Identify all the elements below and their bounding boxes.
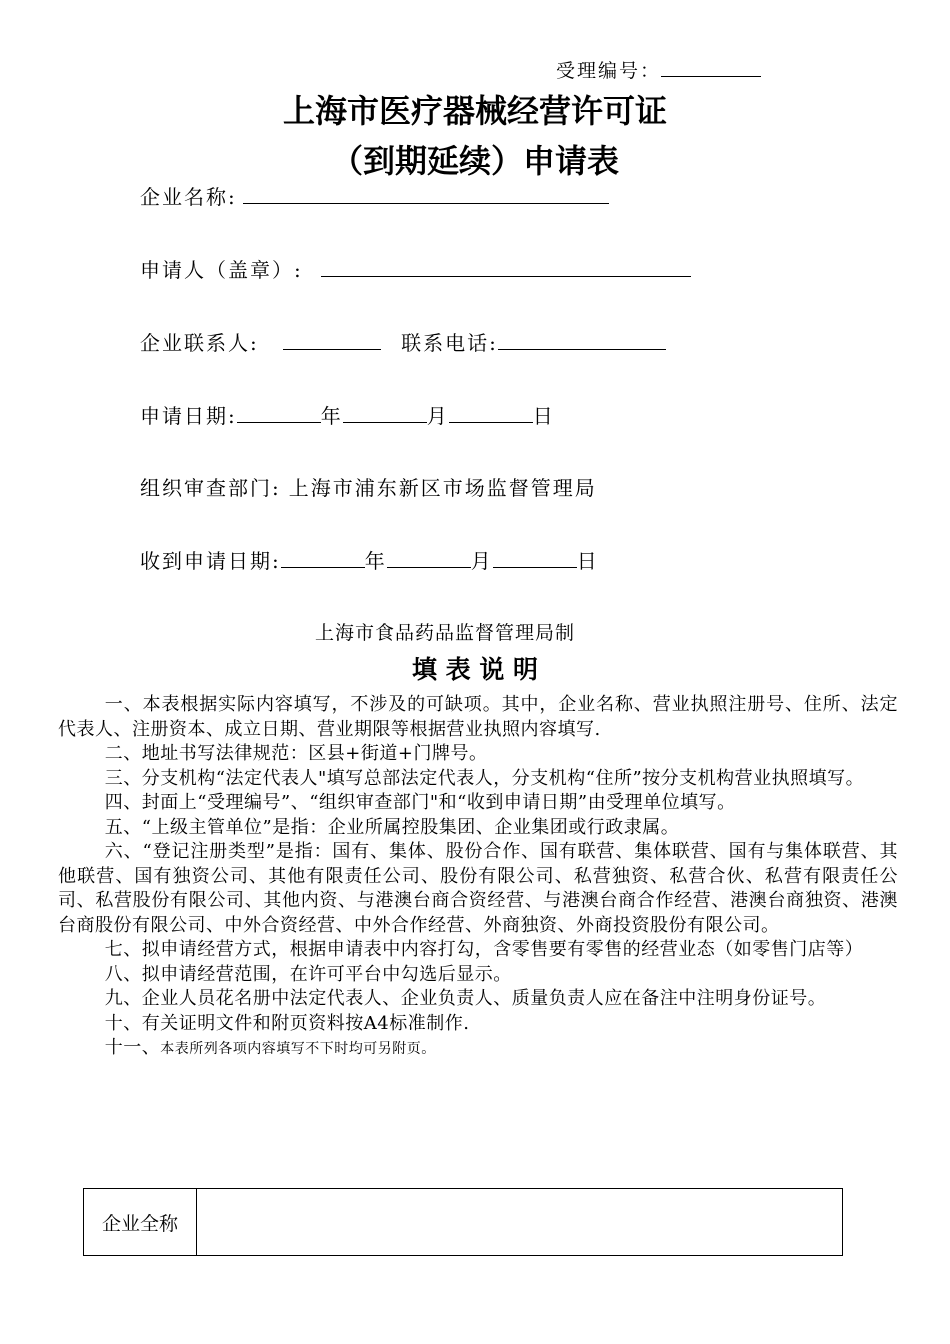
received-month-blank[interactable] <box>387 566 471 568</box>
table-row <box>84 1189 843 1256</box>
year-label: 年 <box>364 549 387 573</box>
instruction-item: 八、拟申请经营范围，在许可平台中勾选后显示。 <box>104 963 512 985</box>
apply-year-blank[interactable] <box>237 421 321 423</box>
review-dept-label: 组织审查部门: <box>140 476 281 500</box>
enterprise-full-name-label: 企业全称 <box>84 1189 197 1256</box>
contact-field <box>140 327 666 356</box>
month-label: 月 <box>470 549 493 573</box>
instruction-item: 七、拟申请经营方式，根据申请表中内容打勾，含零售要有零售的经营业态（如零售门店等） <box>104 939 864 960</box>
instruction-item: 一、本表根据实际内容填写，不涉及的可缺项。其中，企业名称、营业执照注册号、住所、法定代表人、注册资本、成立日期、营业期限等根据营业执照内容填写. <box>58 694 898 740</box>
day-label: 日 <box>576 549 599 573</box>
instruction-item: 二、地址书写法律规范：区县+街道+门牌号。 <box>104 743 488 764</box>
instruction-11-prefix: 十一、 <box>104 1037 161 1058</box>
applicant-label: 申请人（盖章）: <box>140 258 303 282</box>
instruction-item: 六、“登记注册类型”是指：国有、集体、股份合作、国有联营、集体联营、国有与集体联营、其他联营、国有独资公司、其他有限责任公司、股份有限公司、私营独资、私营合伙、私营有限责任公司、私营股份有限公司、其他内资、与港澳台商合资经营、与港澳台商合作经营、港澳台商独资、港澳台商股份有限公司、中外合资经营、中外合作经营、外商独资、外商投资股份有限公司。 <box>58 841 898 936</box>
review-dept-value: 上海市浦东新区市场监督管理局 <box>288 476 597 500</box>
contact-person-blank[interactable] <box>283 348 381 350</box>
apply-day-blank[interactable] <box>449 421 533 423</box>
day-label: 日 <box>532 404 555 428</box>
instruction-11-text: 本表所列各项内容填写不下时均可另附页。 <box>160 1041 436 1057</box>
contact-person-label: 企业联系人: <box>140 331 259 355</box>
form-title-line1: 上海市医疗器械经营许可证 <box>282 92 667 130</box>
apply-date-field <box>140 400 555 429</box>
form-title-line2: （到期延续）申请表 <box>330 142 619 180</box>
review-dept-field <box>140 472 597 501</box>
instructions-heading: 填 表 说 明 <box>411 655 539 684</box>
acceptance-number-blank[interactable] <box>661 75 761 77</box>
received-day-blank[interactable] <box>493 566 577 568</box>
phone-blank[interactable] <box>498 348 666 350</box>
enterprise-name-blank[interactable] <box>243 202 609 204</box>
instructions-body <box>58 693 898 1062</box>
instruction-item: 五、“上级主管单位”是指：企业所属控股集团、企业集团或行政隶属。 <box>104 816 680 838</box>
acceptance-number-label: 受理编号： <box>556 60 662 82</box>
acceptance-number-field <box>556 56 761 83</box>
received-date-field <box>140 545 599 574</box>
phone-label: 联系电话: <box>401 331 498 355</box>
enterprise-info-table <box>83 1188 843 1256</box>
instruction-item: 九、企业人员花名册中法定代表人、企业负责人、质量负责人应在备注中注明身份证号。 <box>104 988 827 1009</box>
instruction-item: 四、封面上“受理编号”、“组织审查部门"和“收到申请日期”由受理单位填写。 <box>104 792 736 813</box>
apply-month-blank[interactable] <box>343 421 427 423</box>
enterprise-name-field <box>140 181 609 210</box>
instruction-item: 三、分支机构“法定代表人"填写总部法定代表人，分支机构“住所”按分支机构营业执照填写。 <box>104 767 865 789</box>
apply-date-label: 申请日期: <box>140 404 237 428</box>
issuer-line: 上海市食品药品监督管理局制 <box>314 622 575 644</box>
enterprise-full-name-cell[interactable] <box>197 1189 843 1256</box>
applicant-field <box>140 254 691 283</box>
instruction-item-11 <box>58 1036 898 1062</box>
month-label: 月 <box>426 404 449 428</box>
received-date-label: 收到申请日期: <box>140 549 281 573</box>
received-year-blank[interactable] <box>281 566 365 568</box>
instruction-item: 十、有关证明文件和附页资料按A4标准制作. <box>104 1012 470 1034</box>
enterprise-name-label: 企业名称: <box>140 185 237 209</box>
year-label: 年 <box>320 404 343 428</box>
applicant-blank[interactable] <box>321 275 691 277</box>
